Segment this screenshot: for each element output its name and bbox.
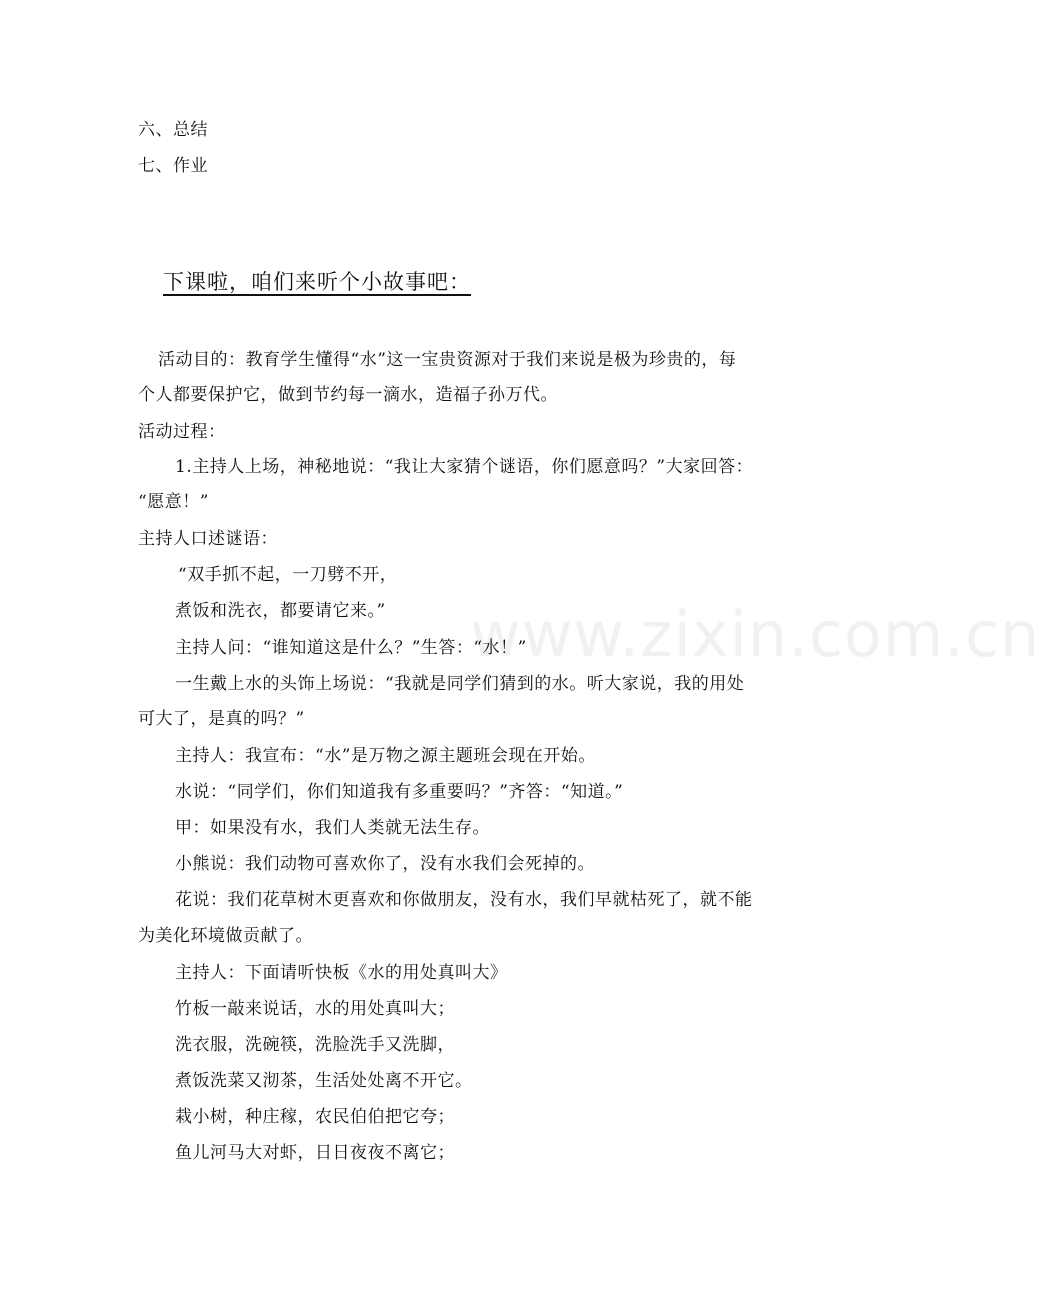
poem-line: 竹板一敲来说话，水的用处真叫大； bbox=[175, 999, 455, 1019]
poem-line: 栽小树，种庄稼，农民伯伯把它夸； bbox=[175, 1107, 455, 1127]
text-line: 一生戴上水的头饰上场说：“我就是同学们猜到的水。听大家说，我的用处 bbox=[175, 674, 745, 694]
text-line: 主持人问：“谁知道这是什么？”生答：“水！” bbox=[175, 638, 527, 658]
text-line: 个人都要保护它，做到节约每一滴水，造福子孙万代。 bbox=[138, 385, 558, 405]
text-line: “愿意！” bbox=[138, 492, 209, 512]
text-line: 主持人：我宣布：“水”是万物之源主题班会现在开始。 bbox=[175, 746, 596, 766]
poem-line: 煮饭洗菜又沏茶，生活处处离不开它。 bbox=[175, 1071, 473, 1091]
text-line: 1.主持人上场，神秘地说：“我让大家猜个谜语，你们愿意吗？”大家回答： bbox=[175, 457, 754, 477]
story-title: 下课啦，咱们来听个小故事吧： bbox=[163, 270, 471, 294]
riddle-line: 煮饭和洗衣，都要请它来。” bbox=[175, 601, 386, 621]
text-line: 主持人口述谜语： bbox=[138, 529, 278, 549]
text-line: 小熊说：我们动物可喜欢你了，没有水我们会死掉的。 bbox=[175, 854, 595, 874]
text-line: 主持人：下面请听快板《水的用处真叫大》 bbox=[175, 963, 508, 983]
text-line: 花说：我们花草树木更喜欢和你做朋友，没有水，我们早就枯死了，就不能 bbox=[175, 890, 753, 910]
poem-line: 鱼儿河马大对虾，日日夜夜不离它； bbox=[175, 1143, 455, 1163]
text-line: 甲：如果没有水，我们人类就无法生存。 bbox=[175, 818, 490, 838]
section-heading-summary: 六、总结 bbox=[138, 120, 208, 140]
text-line: 活动过程： bbox=[138, 422, 226, 442]
poem-line: 洗衣服，洗碗筷，洗脸洗手又洗脚， bbox=[175, 1035, 455, 1055]
riddle-line: “双手抓不起，一刀劈不开， bbox=[178, 565, 398, 585]
text-line: 为美化环境做贡献了。 bbox=[138, 926, 313, 946]
section-heading-homework: 七、作业 bbox=[138, 156, 208, 176]
watermark: www.zixin.com.cn bbox=[470, 598, 1040, 671]
text-line: 可大了，是真的吗？” bbox=[138, 709, 305, 729]
text-line: 水说：“同学们，你们知道我有多重要吗？”齐答：“知道。” bbox=[175, 782, 624, 802]
text-line: 活动目的：教育学生懂得“水”这一宝贵资源对于我们来说是极为珍贵的，每 bbox=[158, 350, 737, 370]
